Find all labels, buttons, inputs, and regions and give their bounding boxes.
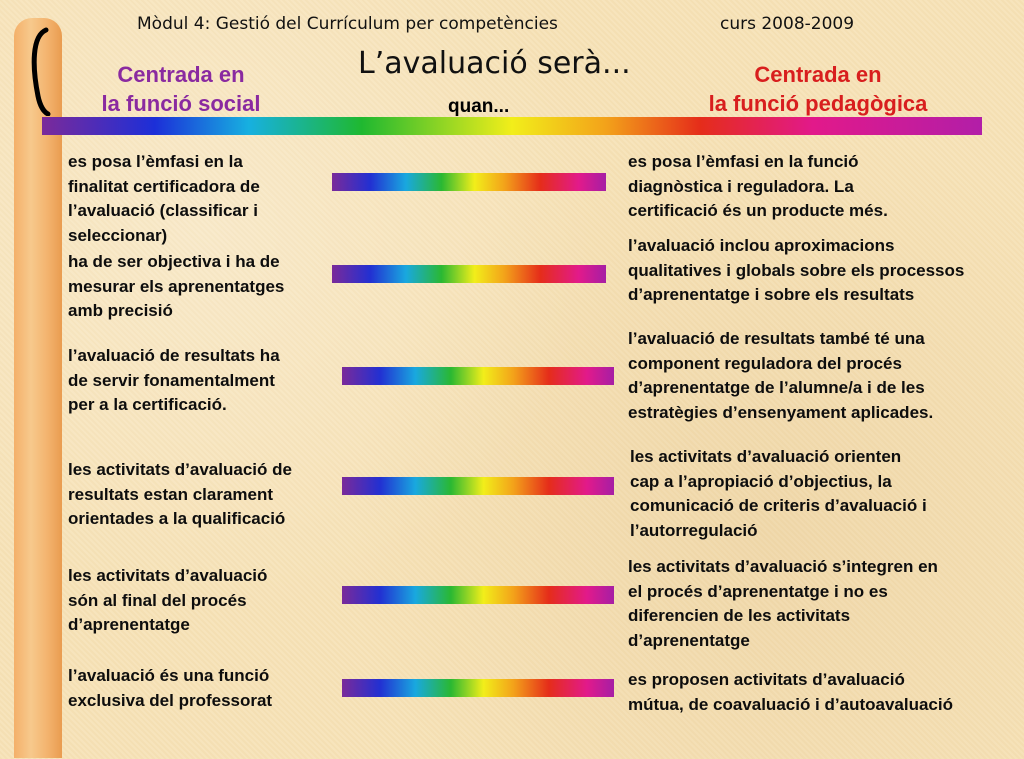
rainbow-connector-6 xyxy=(342,679,614,697)
left-column-heading: Centrada en la funció social xyxy=(101,62,261,116)
left-statement-2: ha de ser objectiva i ha de mesurar els aprenentatges amb precisió xyxy=(68,252,285,320)
left-statement-6: l’avaluació és una funció exclusiva del professorat xyxy=(68,666,273,710)
rainbow-connector-2 xyxy=(332,265,606,283)
right-statement-5: les activitats d’avaluació s’integren en el procés d’aprenentatge i no es diferencien de les activitats d’aprenentatge xyxy=(628,557,938,650)
right-statement-3: l’avaluació de resultats també té una component reguladora del procés d’aprenentatge de l’alumne/a i de les estratègies d’ensenyament aplicades. xyxy=(628,329,934,422)
right-statement-4: les activitats d’avaluació orienten cap a l’apropiació d’objectius, la comunicació de criteris d’avaluació i l’autorregulació xyxy=(630,447,927,540)
right-statement-6: es proposen activitats d’avaluació mútua, de coavaluació i d’autoavaluació xyxy=(628,670,953,714)
rainbow-connector-5 xyxy=(342,586,614,604)
page-title: L’avaluació serà... xyxy=(358,46,631,81)
course-year: curs 2008-2009 xyxy=(720,14,855,34)
scroll-curl-icon xyxy=(28,26,52,116)
left-statement-3: l’avaluació de resultats ha de servir fonamentalment per a la certificació. xyxy=(68,346,280,414)
rainbow-connector-3 xyxy=(342,367,614,385)
right-column-heading: Centrada en la funció pedagògica xyxy=(708,62,928,116)
right-statement-2: l’avaluació inclou aproximacions qualitatives i globals sobre els processos d’aprenentatge i sobre els resultats xyxy=(628,236,965,304)
rainbow-connector-1 xyxy=(332,173,606,191)
rainbow-connector-4 xyxy=(342,477,614,495)
subtitle: quan... xyxy=(448,96,510,117)
right-statement-1: es posa l’èmfasi en la funció diagnòstica i reguladora. La certificació és un producte més. xyxy=(628,152,888,220)
rainbow-divider-bar xyxy=(42,117,982,135)
module-header: Mòdul 4: Gestió del Currículum per competències xyxy=(137,14,558,34)
left-statement-1: es posa l’èmfasi en la finalitat certificadora de l’avaluació (classificar i seleccionar) xyxy=(68,152,260,245)
left-statement-4: les activitats d’avaluació de resultats estan clarament orientades a la qualificació xyxy=(68,460,292,528)
left-statement-5: les activitats d’avaluació són al final del procés d’aprenentatge xyxy=(68,566,268,634)
